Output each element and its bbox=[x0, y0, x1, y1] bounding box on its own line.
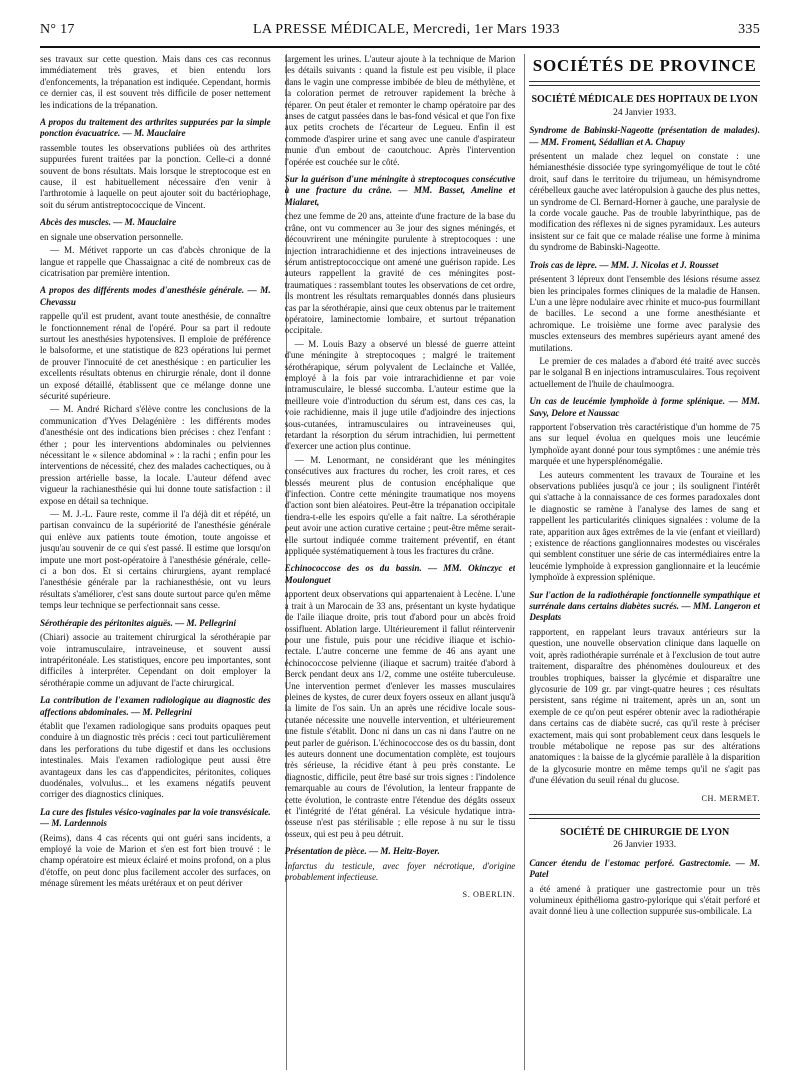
paragraph: — M. Métivet rapporte un cas d'abcès chronique de la langue et rappelle que Chassaignac a cité de nombreux cas de cicatrisation par première intention. bbox=[40, 245, 271, 278]
section-heading: Syndrome de Babinski-Nageotte (présentation de malades). — MM. Froment, Sédallian et A. Chapuy bbox=[529, 125, 760, 147]
paragraph: rappelle qu'il est prudent, avant toute anesthésie, de connaître le fonctionnement rénal de l'opéré. Pour sa part il redoute surtout les anesthésies hypotensives. Il emploie de préférence le balsoforme, et une statistique de 823 opérations lui permet de prouver l'innocuité de cet anesthésique : en particulier les excellents résultats obtenus en chirurgie rénale, dont il donne un exposé détaillé, établissent que ce mélange donne une sécurité supérieure. bbox=[40, 311, 271, 401]
page-number: 335 bbox=[738, 22, 760, 37]
section-heading: Sérothérapie des péritonites aiguës. — M. Pellegrini bbox=[40, 617, 237, 628]
page-header bbox=[40, 16, 760, 44]
section-heading: La cure des fistules vésico-vaginales par la voie transvésicale. — M. Lardennois bbox=[40, 806, 271, 829]
section-heading: La contribution de l'examen radiologique au diagnostic des affections abdominales. — M. Pellegrini bbox=[40, 695, 271, 717]
paragraph: chez une femme de 20 ans, atteinte d'une fracture de la base du crâne, ont vu commencer au 3e jour des signes méningés, et découvrirent une méningite purulente à streptocoques : une injection intrarachidienne et des injections intraveineuses de sérum antistreptococcique ont amené une guérison rapide. Les auteurs rappellent la gravité de ces méningites post-traumatiques : rassemblant toutes les observations de cet ordre, ils montrent les résultats remarquables donnés dans plusieurs cas par la sérothérapie, ainsi que ceux obtenus par le traitement opératoire, laminectomie lombaire, et surtout trépanation occipitale. bbox=[284, 211, 516, 336]
paragraph: apportent deux observations qui appartenaient à Lecène. L'une a trait à un Marocain de 33 ans, présentant un kyste hydatique de l'aile iliaque droite, pris tout d'abord pour un abcès froid ossifluent. Ablation large. Ultérieurement il fallut réintervenir pour une fistule, puis pour une récidive iliaque et ischio-rectale. L'autre concerne une femme de 46 ans ayant une échinococcose pelvienne (iliaque et sacrum) traitée d'abord à Berck pendant deux ans 1/2, comme une ostéite tuberculeuse. Une intervention permet d'enlever les masses musculaires pleines de kystes, de curer deux foyers osseux en allant jusqu'à la limite de l'os sain. Un an après une récidive locale sous-cutanée nécessite une nouvelle intervention, et ultérieurement une fistule s'établit. Donc ni dans un cas ni dans l'autre on ne peut parler de guérison. L'échinococcose des os du bassin, dont les auteurs donnent une documentation complète, est toujours très sérieuse, la récidive étant à peu près constante. Le diagnostic, difficile, peut être basé sur trois signes : l'indolence remarquable au cours de l'évolution, la lenteur frappante de cette évolution, le contraste entre l'étendue des dégâts osseux et l'intégrité de l'état général. La vésicule hydatique intra-osseuse n'est pas stérilisable ; elle repose à nu sur le tissu osseux, qui est peu à peu détruit. bbox=[284, 589, 516, 839]
author-signature: S. OBERLIN. bbox=[462, 890, 516, 900]
journal-title: LA PRESSE MÉDICALE, Mercredi, 1er Mars 1933 bbox=[252, 22, 560, 37]
section-heading: Présentation de pièce. — M. Heitz-Boyer. bbox=[284, 846, 440, 857]
paragraph: rassemble toutes les observations publiées où des arthrites suppurées furent traitées par la ponction. Celle-ci a donné souvent de bons résultats. Mais lorsque le streptocoque est en cause, il est habituellement nécessaire d'en venir à l'arthrotomie à laquelle on peut ajouter soit du bactériophage, soit du sérum antistreptococcique de Vincent. bbox=[40, 142, 271, 210]
society-heading: SOCIÉTÉ DE CHIRURGIE DE LYON bbox=[560, 826, 730, 838]
section-heading: A propos des différents modes d'anesthésie générale. — M. Chevassu bbox=[40, 285, 271, 307]
paragraph: ses travaux sur cette question. Mais dans ces cas reconnus immédiatement très graves, et bien entendu lors d'enfoncements, la trépanation est indiquée. Cependant, hormis ce dernier cas, il est souvent très difficile de poser nettement les indications de la trépanation. bbox=[40, 54, 271, 110]
paragraph: — M. J.-L. Faure reste, comme il l'a déjà dit et répété, un partisan convaincu de la supériorité de l'anesthésie générale qui enlève aux patients toute émotion, toute angoisse et jusqu'au souvenir de ce qui s'est passé. Il estime que lorsqu'on impute une mort post-opératoire à l'anesthésie générale, celle-ci a bon dos. Et si certains chirurgiens, ayant remplacé l'anesthésie générale par la rachianesthésie, ont vu leurs résultats s'améliorer, c'est sans doute surtout parce qu'en même temps leur technique se perfectionnait sans cesse. bbox=[40, 509, 271, 611]
section-heading: Sur la guérison d'une méningite à streptocoques consécutive à une fracture du crâne. — MM. Basset, Ameline et Mialaret, bbox=[284, 174, 516, 207]
paragraph: (Chiari) associe au traitement chirurgical la sérothérapie par voie intramusculaire, intraveineuse, et souvent aussi intrapéritonéale. Les statistiques, encore peu importantes, sont difficiles à interpréter. Cependant on doit employer la sérothérapie comme un adjuvant de l'acte chirurgical. bbox=[40, 632, 271, 688]
header-rule bbox=[40, 46, 760, 48]
paragraph: a été amené à pratiquer une gastrectomie pour un très volumineux épithélioma gastro-pylorique qui s'était perforé et avait donné lieu à une collection suppurée sus-ombilicale. La bbox=[529, 883, 760, 917]
section-heading: A propos du traitement des arthrites suppurées par la simple ponction évacuatrice. — M. Mauclaire bbox=[40, 117, 271, 139]
column-1 bbox=[40, 54, 271, 1070]
paragraph: — M. Lenormant, ne considérant que les méningites consécutives aux fractures du rocher, les croit rares, et ces blessés meurent plus de contusion encéphalique que d'infection. Contre cette méningite traumatique nos moyens d'action sont bien aléatoires. Peut-être la trépanation occipitale tiendra-t-elle les espoirs qu'elle a fait naître. La sérothérapie peut avoir une action curative certaine ; peut-être même serait-elle surtout indiquée comme traitement préventif, en étant appliquée systématiquement à tous les fractures du crâne. bbox=[284, 454, 516, 557]
section-heading: Echinococcose des os du bassin. — MM. Okinczyc et Moulonguet bbox=[284, 563, 516, 585]
divider bbox=[529, 81, 760, 86]
section-heading: Sur l'action de la radiothérapie fonctionnelle sympathique et surrénale dans certains diabètes sucrés. — MM. Langeron et Desplats bbox=[529, 589, 760, 623]
paragraph: Les auteurs commentent les travaux de Touraine et les observations publiées jusqu'à ce jour ; ils soulignent l'intérêt qui s'attache à la connaissance de ces formes paradoxales dont le diagnostic se ramène à l'analyse des lames de sang et rappellent les particularités cliniques signalées : volume de la rate, apparition aux âges extrêmes de la vie (enfant et vieillard) ; existence de réactions ganglionnaires modestes ou viscérales qui semblent constituer une série de cas intermédiaires entre la leucémie lymphoïde à expression ganglionnaire et la leucémie lymphoïde à expression splénique. bbox=[529, 469, 760, 583]
divider bbox=[529, 814, 760, 819]
column-2 bbox=[285, 54, 516, 1070]
issue-number: N° 17 bbox=[40, 22, 75, 37]
session-date: 24 Janvier 1933. bbox=[613, 107, 677, 118]
paragraph: rapportent, en rappelant leurs travaux antérieurs sur la question, une nouvelle observation clinique dans laquelle on voit, après radiothérapie surrénale et à l'exclusion de tout autre traitement, disparaître des phénomènes douloureux et des troubles trophiques, baisser la glycémie et disparaître une glycosurie de 109 gr. par vingt-quatre heures ; ces résultats persistent, sans régime ni traitement, après un an, sont un exemple de ce qu'on peut espérer obtenir avec la radiothérapie dans certains cas de diabète sucré, cas qu'il reste à préciser exactement, mais qui sont probablement ceux dans lesquels le trouble métabolique ne repose pas sur des altérations anatomiques : la baisse de la glycémie parallèle à la disparition de la glycosurie montre en même temps qu'il ne s'agit pas d'une élévation du seuil rénal du glucose. bbox=[529, 626, 760, 786]
section-title: SOCIÉTÉS DE PROVINCE bbox=[532, 56, 757, 75]
section-heading: Abcès des muscles. — M. Mauclaire bbox=[40, 217, 177, 228]
article-columns bbox=[40, 54, 760, 1070]
paragraph: présentent 3 lépreux dont l'ensemble des lésions résume assez bien les principales formes cliniques de la maladie de Hansen. L'un a une lèpre nodulaire avec rhinite et muco-pus fourmillant de bacilles. Le second a une forme anesthésiante et achromique. Le troisième une forme avec paralysie des muscles extenseurs des membres supérieurs ayant amené des mutilations. bbox=[529, 274, 760, 353]
paragraph: Infarctus du testicule, avec foyer nécrotique, d'origine probablement infectieuse. bbox=[284, 860, 516, 883]
paragraph: rapportent l'observation très caractéristique d'un homme de 75 ans sur lequel évolua en quelques mois une leucémie lymphoïde ayant donné pour tous symptômes : une anémie très marquée et une hypersplénomégalie. bbox=[529, 421, 760, 467]
author-signature: CH. MERMET. bbox=[701, 793, 760, 803]
paragraph: — M. Louis Bazy a observé un blessé de guerre atteint d'une méningite à streptocoques ; malgré le traitement sérothérapique, sérum polyvalent de Leclainche et Vallée, employé à la fois par voie intrarachidienne et par voie intramusculaire, le blessé succomba. L'auteur estime que la meilleure voie d'introduction du sérum est, dans ces cas, la voie rachidienne, mais il juge utile d'adjoindre des injections sous-cutanées, intramusculaires ou intraveineuses qui, retardant la résorption du sérum intrachidien, lui permettent d'exercer une action plus continue. bbox=[284, 338, 516, 452]
paragraph: largement les urines. L'auteur ajoute à la technique de Marion les détails suivants : quand la fistule est peu visible, il place dans le vagin une compresse imbibée de bleu de méthylène, et la coloration permet de retrouver rapidement la brèche à réparer. On peut étaler et remonter le champ opératoire par des anses de catgut passées dans le bas-fond vésical et que l'on fixe aux petits crochets de l'écarteur de Legueu. Enfin il est commode d'aspirer urine et sang avec une canule d'aspirateur munie d'un embout de caoutchouc. Après l'intervention l'opérée est couchée sur le côté. bbox=[284, 54, 516, 167]
society-heading: SOCIÉTÉ MÉDICALE DES HOPITAUX DE LYON bbox=[531, 94, 758, 106]
paragraph: Le premier de ces malades a d'abord été traité avec succès par le solganal B en injections intramusculaires. Tous reçoivent actuellement de l'huile de chaulmoogra. bbox=[529, 355, 760, 389]
session-date: 26 Janvier 1933. bbox=[613, 840, 677, 851]
paragraph: — M. André Richard s'élève contre les conclusions de la communication d'Yves Delagénière : les différents modes d'anesthésie ont des indications bien précises : chez l'enfant : éther ; pour les interventions abdominales ou pelviennes nécessitant le « silence abdominal » : la rachi ; enfin pour les interventions de nécessité, chez des malades cachectiques, ou à pression artérielle basse, la locale. L'auteur défend avec vigueur la rachianesthésie qui lui donne toute satisfaction : il expose en détail sa technique. bbox=[40, 404, 271, 506]
section-heading: Trois cas de lèpre. — MM. J. Nicolas et J. Rousset bbox=[529, 259, 719, 270]
paragraph: établit que l'examen radiologique sans produits opaques peut conduire à un diagnostic très précis : ceci tout particulièrement dans les perforations du tube digestif et dans les occlusions intestinales. Mais l'examen radiologique peut aussi être avantageux dans les cas d'appendicites, péritonites, coliques duodénales, volvulus... et les examens négatifs peuvent corriger des diagnostics cliniques. bbox=[40, 720, 271, 800]
column-3 bbox=[529, 54, 760, 1070]
paragraph: (Reims), dans 4 cas récents qui ont guéri sans incidents, a employé la voie de Marion et s'en est fort bien trouvé : le champ opératoire est mieux éclairé et moins profond, on a plus d'étoffe, on peut donc plus facilement accoler des surfaces, on ménage sûrement les méats urétéraux et on peut dériver bbox=[40, 832, 271, 889]
section-heading: Cancer étendu de l'estomac perforé. Gastrectomie. — M. Patel bbox=[529, 857, 760, 880]
paragraph: en signale une observation personnelle. bbox=[40, 231, 184, 242]
section-heading: Un cas de leucémie lymphoïde à forme splénique. — MM. Savy, Delore et Naussac bbox=[529, 396, 760, 418]
paragraph: présentent un malade chez lequel on constate : une hémianesthésie dissociée type syringomyélique de tout le côté droit, sauf dans le territoire du trijumeau, un hémisyndrome cérébelleux gauche avec latéropulsion à gauche des plus nettes, un syndrome de Cl. Bernard-Horner à gauche, une paralysie de la corde vocale gauche. Pas de trouble labyrinthique, pas de modification des réflexes ni de signes pyramidaux. Les auteurs insistent sur ce fait que ce malade réalise une forme à minima du syndrome de Babinski-Nageotte. bbox=[529, 151, 760, 253]
